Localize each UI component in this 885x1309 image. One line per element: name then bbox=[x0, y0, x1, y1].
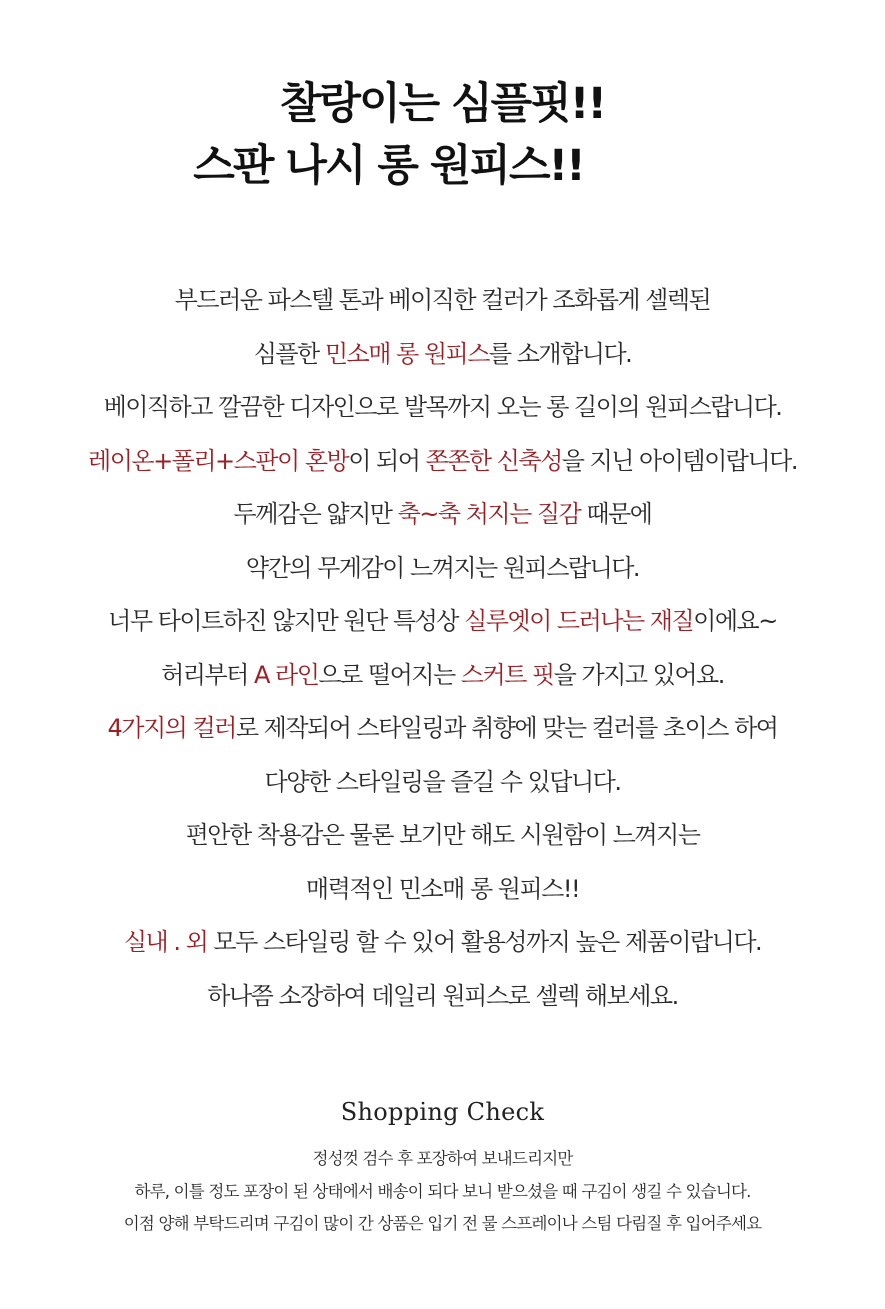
description-text: 베이직하고 깔끔한 디자인으로 발목까지 오는 롱 길이의 원피스랍니다. bbox=[103, 393, 782, 421]
description-text: 으로 떨어지는 bbox=[318, 660, 461, 689]
description-line bbox=[0, 916, 885, 970]
description-text: 모두 스타일링 할 수 있어 활용성까지 높은 제품이랍니다. bbox=[207, 928, 762, 956]
description-text: 을 가지고 있어요. bbox=[553, 660, 724, 689]
description-line bbox=[0, 435, 885, 489]
highlighted-phrase: 민소매 롱 원피스 bbox=[324, 339, 489, 368]
highlighted-phrase: A 라인 bbox=[254, 660, 319, 689]
description-text: 약간의 무게감이 느껴지는 원피스랍니다. bbox=[245, 553, 640, 582]
description-text: 이 되어 bbox=[348, 446, 426, 475]
description-text: 부드러운 파스텔 톤과 베이직한 컬러가 조화롭게 셀렉된 bbox=[174, 286, 711, 314]
headline-line-2: 스판 나시 롱 원피스!! bbox=[193, 141, 584, 191]
description-text: 하나쯤 소장하여 데일리 원피스로 셀렉 해보세요. bbox=[207, 981, 678, 1010]
description-text: 너무 타이트하진 않지만 원단 특성상 bbox=[108, 607, 465, 635]
description-text: 허리부터 bbox=[161, 660, 254, 689]
highlighted-phrase: 스커트 핏 bbox=[460, 660, 554, 689]
description-text: 을 지닌 아이템이랍니다. bbox=[561, 446, 797, 475]
highlighted-phrase: 실내 . 외 bbox=[123, 928, 208, 956]
description-text: 로 제작되어 스타일링과 취향에 맞는 컬러를 초이스 하여 bbox=[235, 714, 778, 742]
highlighted-phrase: 레이온+폴리+스판이 혼방 bbox=[88, 446, 349, 475]
shopping-check-note: 이점 양해 부탁드리며 구김이 많이 간 상품은 입기 전 물 스프레이나 스팀 다림질 후 입어주세요 bbox=[123, 1214, 762, 1233]
highlighted-phrase: 쫀쫀한 신축성 bbox=[425, 446, 562, 475]
shopping-check-notes bbox=[0, 1143, 885, 1241]
headline-line-1: 찰랑이는 심플핏!! bbox=[280, 79, 605, 129]
description-line bbox=[0, 488, 885, 542]
description-line bbox=[0, 542, 885, 596]
description-line bbox=[0, 274, 885, 328]
shopping-check-note: 정성껏 검수 후 포장하여 보내드리지만 bbox=[312, 1149, 573, 1168]
description-line bbox=[0, 970, 885, 1024]
description-line bbox=[0, 381, 885, 435]
description-line bbox=[0, 809, 885, 863]
description-line bbox=[0, 702, 885, 756]
description-text: 두께감은 얇지만 bbox=[233, 500, 398, 528]
description-text: 심플한 bbox=[253, 339, 325, 368]
description-line bbox=[0, 756, 885, 810]
highlighted-phrase: 4가지의 컬러 bbox=[107, 714, 236, 742]
description-line bbox=[0, 863, 885, 917]
description-text: 때문에 bbox=[580, 500, 652, 528]
description-text: 다양한 스타일링을 즐길 수 있답니다. bbox=[264, 767, 621, 796]
description-text: 를 소개합니다. bbox=[488, 339, 632, 368]
shopping-check-note: 하루, 이틀 정도 포장이 된 상태에서 배송이 되다 보니 받으셨을 때 구김이 생길 수 있습니다. bbox=[134, 1181, 751, 1201]
description-text: 매력적인 민소매 롱 원피스!! bbox=[305, 874, 580, 903]
description-line bbox=[0, 649, 885, 703]
highlighted-phrase: 실루엣이 드러나는 재질 bbox=[464, 607, 694, 635]
description-text: 이에요~ bbox=[693, 607, 777, 635]
description-text: 편안한 착용감은 물론 보기만 해도 시원함이 느껴지는 bbox=[185, 821, 700, 849]
highlighted-phrase: 축~축 처지는 질감 bbox=[397, 500, 581, 528]
description-line bbox=[0, 328, 885, 382]
product-description bbox=[0, 274, 885, 1023]
description-line bbox=[0, 595, 885, 649]
shopping-check-title: Shopping Check bbox=[340, 1098, 545, 1126]
